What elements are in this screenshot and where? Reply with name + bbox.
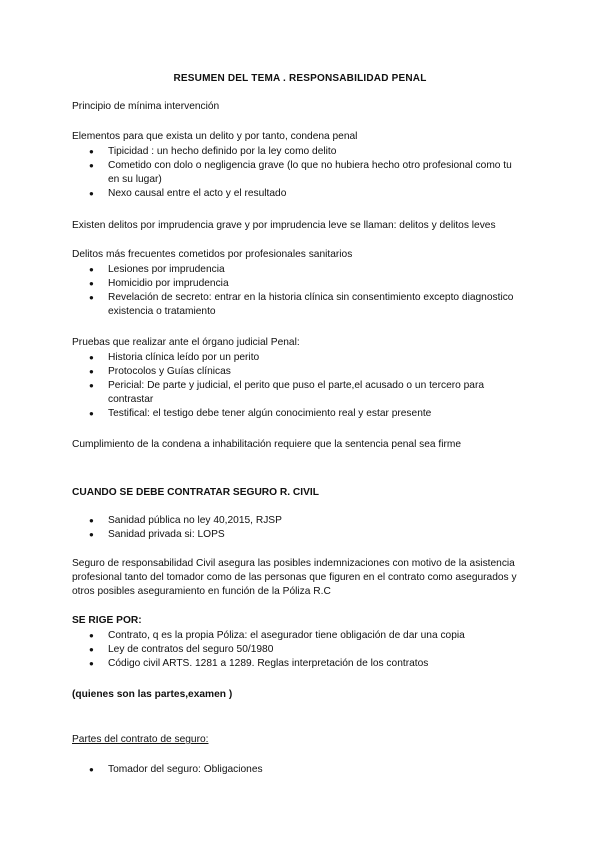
list-item: ● Pericial: De parte y judicial, el perito que puso el parte,el acusado o un tercero para contrastar — [89, 380, 485, 405]
list-item: ● Testifical: el testigo debe tener algún conocimiento real y estar presente — [89, 408, 432, 419]
bullet-icon: ● — [89, 265, 94, 274]
list-item: ● Contrato, q es la propia Póliza: el asegurador tiene obligación de dar una copia — [89, 630, 465, 641]
elementos-list — [72, 145, 522, 201]
cumplimiento-paragraph: Cumplimiento de la condena a inhabilitación requiere que la sentencia penal sea firme — [72, 439, 462, 450]
bullet-icon: ● — [89, 367, 94, 376]
bullet-icon: ● — [89, 147, 94, 156]
bullet-icon: ● — [89, 279, 94, 288]
pruebas-list — [72, 351, 522, 421]
frecuentes-intro: Delitos más frecuentes cometidos por profesionales sanitarios — [72, 249, 353, 260]
list-item: ● Lesiones por imprudencia — [89, 264, 225, 275]
bullet-icon: ● — [89, 645, 94, 654]
elementos-intro: Elementos para que exista un delito y por tanto, condena penal — [72, 131, 358, 142]
seguro-heading: CUANDO SE DEBE CONTRATAR SEGURO R. CIVIL — [72, 487, 319, 498]
list-item: ● Nexo causal entre el acto y el resultado — [89, 188, 287, 199]
bullet-icon: ● — [89, 409, 94, 418]
list-item: ● Homicidio por imprudencia — [89, 278, 229, 289]
list-item: ● Tomador del seguro: Obligaciones — [89, 764, 263, 775]
partes-list — [72, 763, 522, 777]
bullet-icon: ● — [89, 516, 94, 525]
bullet-icon: ● — [89, 189, 94, 198]
partes-note: (quienes son las partes,examen ) — [72, 689, 233, 700]
bullet-icon: ● — [89, 293, 94, 302]
seguro-paragraph: Seguro de responsabilidad Civil asegura las posibles indemnizaciones con motivo de la asistencia profesional tanto del tomador como de las personas que figuren en el contrato como asegurados y otros posibles aseguramiento en función de la Póliza R.C — [72, 558, 517, 597]
list-item: ● Sanidad pública no ley 40,2015, RJSP — [89, 515, 282, 526]
list-item: ● Cometido con dolo o negligencia grave (lo que no hubiera hecho otro profesional como tu en su lugar) — [89, 160, 512, 185]
bullet-icon: ● — [89, 353, 94, 362]
rige-list — [72, 629, 522, 671]
bullet-icon: ● — [89, 530, 94, 539]
bullet-icon: ● — [89, 659, 94, 668]
list-item: ● Historia clínica leído por un perito — [89, 352, 260, 363]
frecuentes-list — [72, 263, 522, 319]
list-item: ● Sanidad privada si: LOPS — [89, 529, 225, 540]
seguro-list — [72, 514, 522, 542]
bullet-icon: ● — [89, 161, 94, 170]
pruebas-intro: Pruebas que realizar ante el órgano judicial Penal: — [72, 337, 300, 348]
partes-heading: Partes del contrato de seguro: — [72, 734, 209, 745]
list-item: ● Código civil ARTS. 1281 a 1289. Reglas interpretación de los contratos — [89, 658, 429, 669]
bullet-icon: ● — [89, 381, 94, 390]
document-title: RESUMEN DEL TEMA . RESPONSABILIDAD PENAL — [173, 73, 427, 84]
list-item: ● Tipicidad : un hecho definido por la ley como delito — [89, 146, 337, 157]
bullet-icon: ● — [89, 631, 94, 640]
bullet-icon: ● — [89, 765, 94, 774]
list-item: ● Ley de contratos del seguro 50/1980 — [89, 644, 274, 655]
list-item: ● Protocolos y Guías clínicas — [89, 366, 231, 377]
list-item: ● Revelación de secreto: entrar en la historia clínica sin consentimiento excepto diagnostico existencia o tratamiento — [89, 292, 514, 317]
imprudencia-paragraph: Existen delitos por imprudencia grave y por imprudencia leve se llaman: delitos y delitos leves — [72, 220, 496, 231]
principio-line: Principio de mínima intervención — [72, 101, 220, 112]
rige-heading: SE RIGE POR: — [72, 615, 142, 626]
